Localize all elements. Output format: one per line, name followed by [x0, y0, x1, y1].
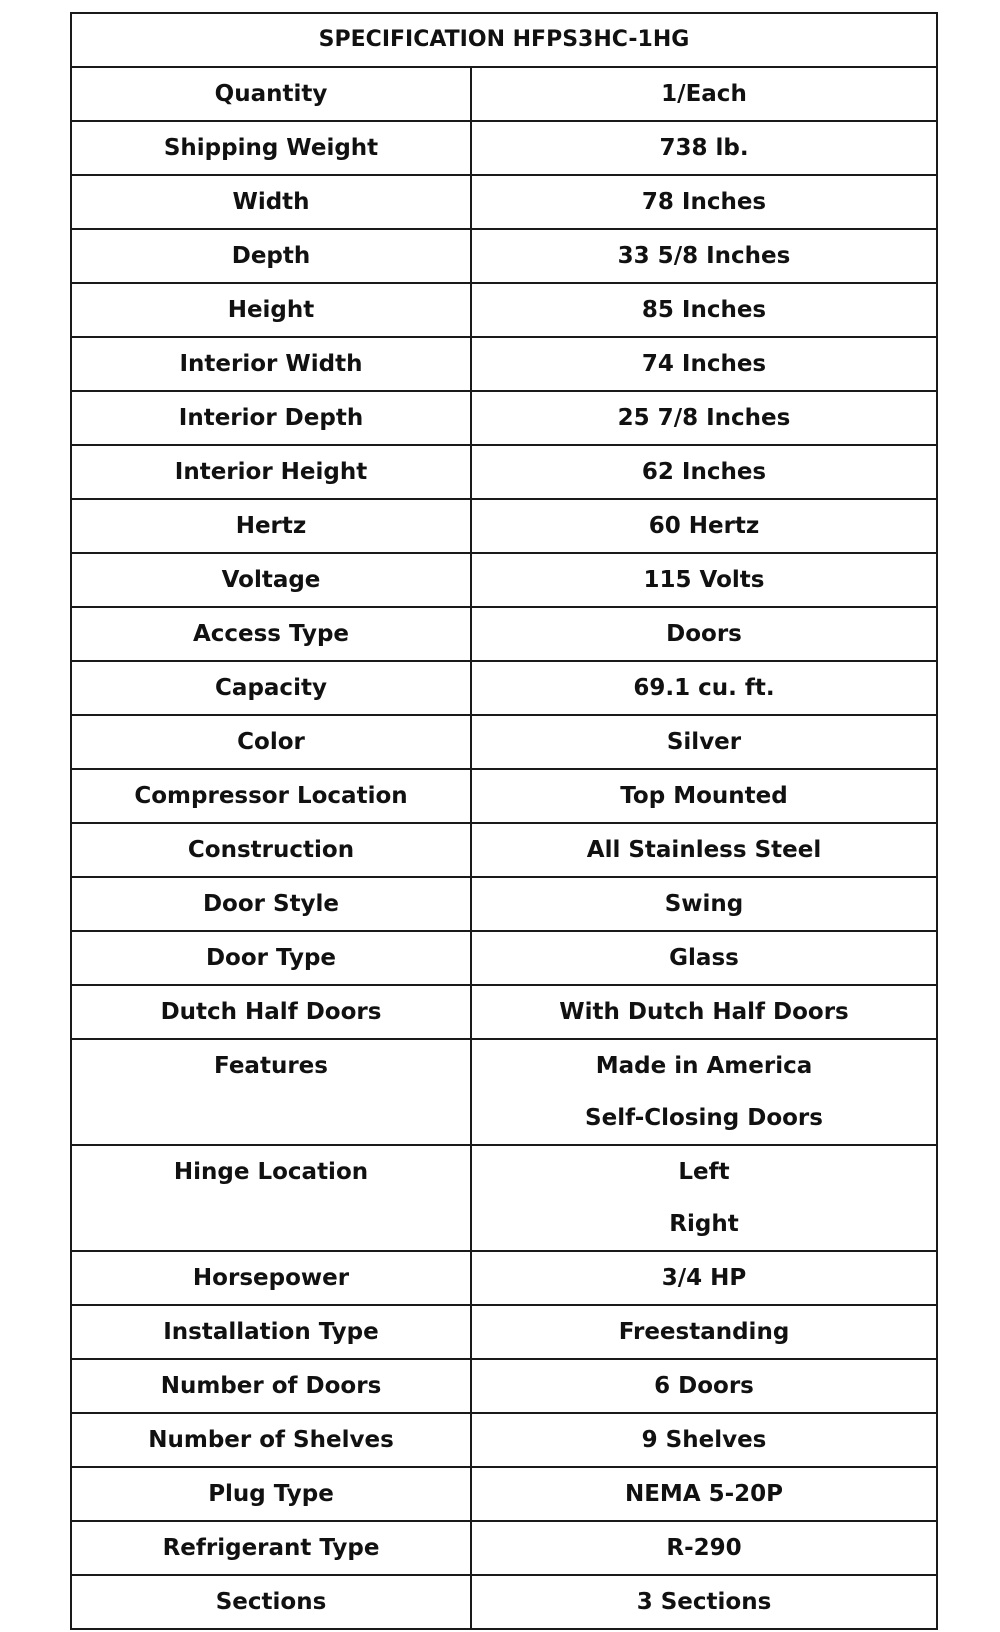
spec-label: Installation Type	[163, 1319, 379, 1345]
spec-label-cell	[71, 1251, 471, 1305]
spec-label-cell	[71, 445, 471, 499]
spec-label: Hinge Location	[173, 1159, 369, 1185]
table-body	[71, 67, 937, 1629]
table-title: SPECIFICATION HFPS3HC-1HG	[71, 13, 937, 67]
spec-label-cell	[71, 229, 471, 283]
spec-value: 85 Inches	[641, 297, 767, 323]
spec-value-cell	[471, 1413, 937, 1467]
table-row	[71, 715, 937, 769]
table-row	[71, 175, 937, 229]
table-row	[71, 337, 937, 391]
spec-value: Glass	[669, 945, 739, 971]
spec-value-cell	[471, 283, 937, 337]
spec-label: Color	[237, 729, 305, 755]
table-row	[71, 391, 937, 445]
spec-value: Silver	[666, 729, 742, 755]
spec-value: 6 Doors	[654, 1373, 754, 1399]
spec-value-cell	[471, 1039, 937, 1145]
spec-label: Compressor Location	[134, 783, 408, 809]
spec-label-cell	[71, 769, 471, 823]
spec-label: Door Style	[202, 891, 340, 917]
table-row	[71, 1575, 937, 1629]
table-row	[71, 67, 937, 121]
spec-label: Interior Depth	[178, 405, 364, 431]
spec-label: Dutch Half Doors	[160, 999, 382, 1025]
spec-label: Sections	[215, 1589, 327, 1615]
spec-label-cell	[71, 661, 471, 715]
spec-label-cell	[71, 1359, 471, 1413]
spec-value: Top Mounted	[620, 783, 788, 809]
spec-value-cell	[471, 715, 937, 769]
spec-label: Construction	[187, 837, 355, 863]
spec-value: 3 Sections	[636, 1589, 772, 1615]
spec-value-cell	[471, 229, 937, 283]
spec-value-cell	[471, 1305, 937, 1359]
spec-value-cell	[471, 1575, 937, 1629]
table-row	[71, 823, 937, 877]
spec-label: Door Type	[205, 945, 337, 971]
table-header-row	[71, 13, 937, 67]
spec-value-cell	[471, 877, 937, 931]
spec-value: Left	[678, 1159, 730, 1185]
spec-value: 3/4 HP	[661, 1265, 747, 1291]
spec-label: Interior Width	[179, 351, 363, 377]
spec-label: Plug Type	[208, 1481, 334, 1507]
spec-value: 78 Inches	[641, 189, 767, 215]
spec-value-cell	[471, 391, 937, 445]
spec-label-cell	[71, 1305, 471, 1359]
spec-value-cell	[471, 607, 937, 661]
spec-label-cell	[71, 931, 471, 985]
spec-value-cell	[471, 1467, 937, 1521]
spec-label: Voltage	[221, 567, 321, 593]
spec-value-cell	[471, 1521, 937, 1575]
spec-value-cell	[471, 499, 937, 553]
spec-label-cell	[71, 337, 471, 391]
spec-value: 9 Shelves	[641, 1427, 767, 1453]
spec-label-cell	[71, 283, 471, 337]
table-row	[71, 1305, 937, 1359]
spec-value-cell	[471, 661, 937, 715]
spec-value: R-290	[666, 1535, 742, 1561]
spec-value-cell	[471, 121, 937, 175]
spec-value: Freestanding	[618, 1319, 790, 1345]
table-row	[71, 1467, 937, 1521]
spec-value-cell	[471, 1359, 937, 1413]
spec-value-cell	[471, 985, 937, 1039]
spec-label: Shipping Weight	[163, 135, 379, 161]
spec-label: Features	[214, 1053, 328, 1079]
table-row	[71, 1413, 937, 1467]
spec-value-cell	[471, 175, 937, 229]
spec-label-cell	[71, 877, 471, 931]
spec-label: Height	[227, 297, 315, 323]
spec-value: Right	[669, 1211, 739, 1237]
spec-value-cell	[471, 823, 937, 877]
spec-value: Self-Closing Doors	[585, 1105, 823, 1131]
spec-label-cell	[71, 607, 471, 661]
table-row	[71, 121, 937, 175]
spec-label-cell	[71, 985, 471, 1039]
spec-label: Horsepower	[192, 1265, 350, 1291]
spec-value-cell	[471, 769, 937, 823]
spec-label-cell	[71, 553, 471, 607]
spec-label: Number of Doors	[160, 1373, 382, 1399]
spec-label-cell	[71, 1521, 471, 1575]
table-row	[71, 553, 937, 607]
spec-label-cell	[71, 121, 471, 175]
table-row	[71, 1039, 937, 1145]
spec-label-cell	[71, 1413, 471, 1467]
spec-label-cell	[71, 175, 471, 229]
spec-value-cell	[471, 553, 937, 607]
spec-value-cell	[471, 337, 937, 391]
spec-value: Made in America	[595, 1053, 813, 1079]
spec-label: Width	[232, 189, 310, 215]
spec-value-cell	[471, 445, 937, 499]
spec-label: Access Type	[192, 621, 350, 647]
spec-value-cell	[471, 1145, 937, 1251]
spec-label: Hertz	[235, 513, 307, 539]
table-row	[71, 661, 937, 715]
spec-label: Refrigerant Type	[162, 1535, 380, 1561]
spec-value: 115 Volts	[643, 567, 765, 593]
spec-value: Swing	[664, 891, 744, 917]
spec-value: 69.1 cu. ft.	[633, 675, 775, 701]
spec-label-cell	[71, 1039, 471, 1145]
spec-label: Number of Shelves	[148, 1427, 394, 1453]
spec-value: 738 lb.	[659, 135, 749, 161]
spec-value: NEMA 5-20P	[624, 1481, 784, 1507]
spec-value-cell	[471, 67, 937, 121]
table-row	[71, 877, 937, 931]
table-row	[71, 1145, 937, 1251]
spec-label-cell	[71, 1575, 471, 1629]
spec-value: 62 Inches	[641, 459, 767, 485]
table-row	[71, 1359, 937, 1413]
table-row	[71, 499, 937, 553]
table-row	[71, 445, 937, 499]
spec-label: Capacity	[215, 675, 327, 701]
spec-label-cell	[71, 391, 471, 445]
spec-value: All Stainless Steel	[586, 837, 822, 863]
spec-label-cell	[71, 715, 471, 769]
spec-label-cell	[71, 823, 471, 877]
spec-label-cell	[71, 1467, 471, 1521]
spec-value: 1/Each	[661, 81, 747, 107]
spec-label: Interior Height	[174, 459, 368, 485]
spec-value-cell	[471, 1251, 937, 1305]
table-row	[71, 769, 937, 823]
table-row	[71, 607, 937, 661]
spec-value-cell	[471, 931, 937, 985]
spec-value: 60 Hertz	[648, 513, 760, 539]
spec-label-cell	[71, 67, 471, 121]
spec-value: Doors	[666, 621, 742, 647]
spec-value: 33 5/8 Inches	[617, 243, 791, 269]
table-row	[71, 985, 937, 1039]
spec-label: Depth	[231, 243, 311, 269]
spec-label-cell	[71, 1145, 471, 1251]
spec-value: 25 7/8 Inches	[617, 405, 791, 431]
spec-label: Quantity	[214, 81, 328, 107]
table-row	[71, 1251, 937, 1305]
specification-table	[70, 12, 938, 1630]
table-row	[71, 229, 937, 283]
table-row	[71, 283, 937, 337]
table-row	[71, 1521, 937, 1575]
table-row	[71, 931, 937, 985]
spec-value: With Dutch Half Doors	[559, 999, 849, 1025]
spec-label-cell	[71, 499, 471, 553]
spec-value: 74 Inches	[641, 351, 767, 377]
